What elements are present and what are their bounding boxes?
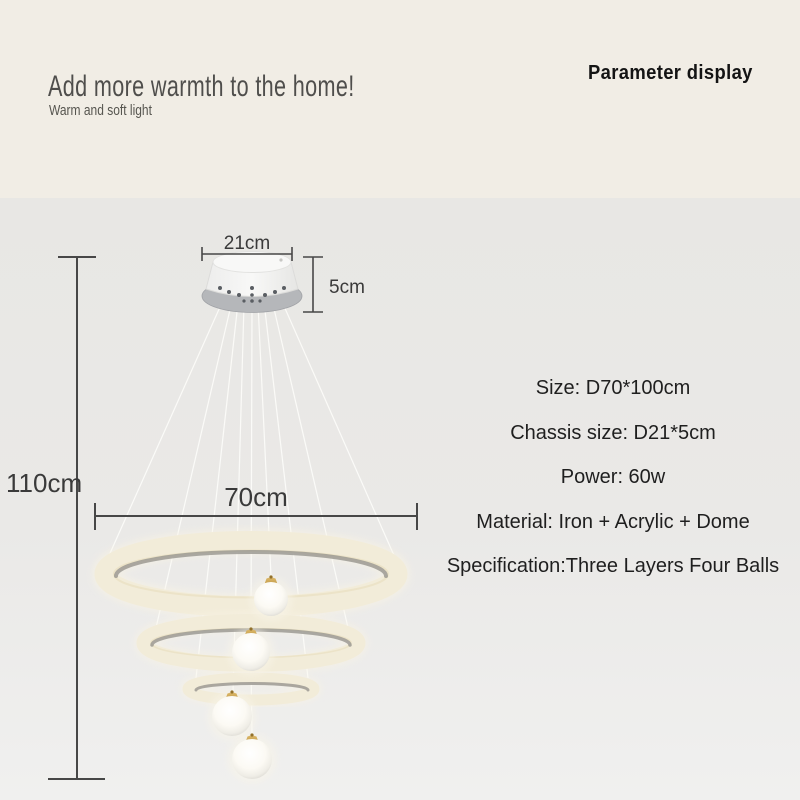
dimension-total-height (48, 257, 105, 779)
spec-power: Power: 60w (560, 466, 666, 488)
specifications-list (428, 376, 798, 578)
ceiling-plate (202, 252, 302, 313)
spec-specification: Specification:Three Layers Four Balls (446, 555, 780, 577)
ring-diameter-label: 70cm (224, 482, 288, 512)
chassis-height-label: 5cm (329, 277, 365, 298)
total-height-label: 110cm (6, 468, 83, 498)
plate-top-hole (279, 258, 282, 261)
page-title: Add more warmth to the home! (48, 70, 355, 103)
chassis-width-label: 21cm (223, 233, 271, 254)
page-subtitle: Warm and soft light (49, 102, 152, 119)
spec-chassis-size: Chassis size: D21*5cm (510, 421, 716, 444)
spec-material: Material: Iron + Acrylic + Dome (476, 510, 750, 533)
ball-light-1 (249, 575, 293, 621)
ring-small-inner-edge (196, 684, 308, 691)
spec-size: Size: D70*100cm (535, 377, 691, 399)
ball-light-4 (227, 733, 277, 784)
parameter-display-label: Parameter display (588, 62, 753, 84)
dimension-chassis-height (303, 257, 323, 312)
